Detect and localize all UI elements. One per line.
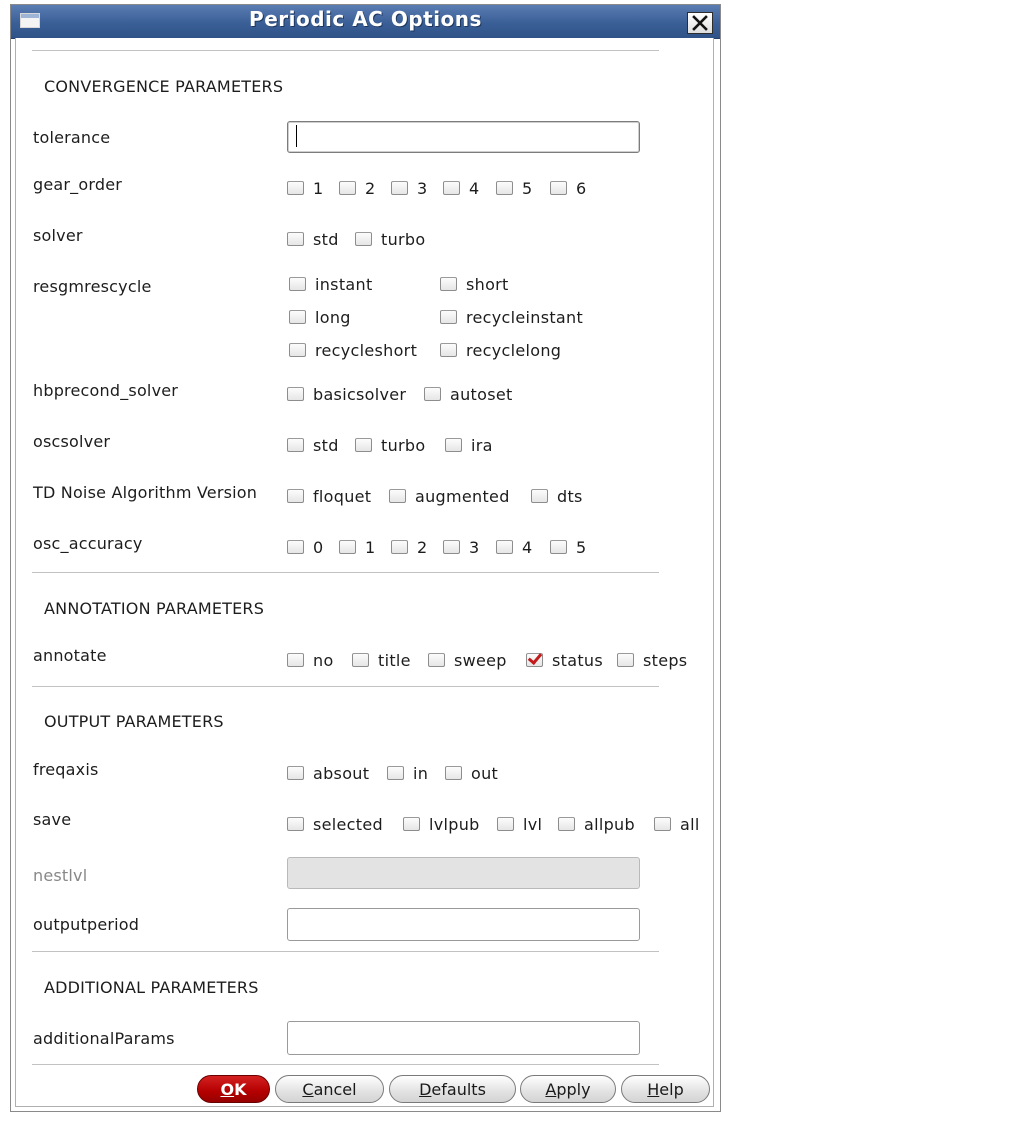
checkbox[interactable] [287,766,304,780]
save-label: save [33,810,72,829]
apply-button[interactable]: A pply [520,1075,616,1103]
checkbox[interactable] [558,817,575,831]
tolerance-label: tolerance [33,128,111,147]
checkbox[interactable] [550,181,567,195]
solver-label: solver [33,226,83,245]
checkbox-checked[interactable] [526,653,543,667]
checkbox[interactable] [289,310,306,324]
gear-order-option-1[interactable]: 1 [287,178,323,198]
osc-accuracy-label: osc_accuracy [33,534,143,553]
annotate-option-status[interactable]: status [526,650,603,670]
hbprecond-option-basicsolver[interactable]: basicsolver [287,384,406,404]
save-option-allpub[interactable]: allpub [558,814,635,834]
freqaxis-option-out[interactable]: out [445,763,498,783]
gear-order-option-6[interactable]: 6 [550,178,586,198]
checkbox[interactable] [391,540,408,554]
checkbox[interactable] [287,817,304,831]
resgmrescycle-label: resgmrescycle [33,277,152,296]
checkbox[interactable] [424,387,441,401]
gear-order-option-5[interactable]: 5 [496,178,532,198]
hbprecond-option-autoset[interactable]: autoset [424,384,513,404]
output-heading: OUTPUT PARAMETERS [44,712,224,731]
resgmrescycle-option-instant[interactable]: instant [289,274,373,294]
checkbox[interactable] [654,817,671,831]
convergence-heading: CONVERGENCE PARAMETERS [44,77,284,96]
checkbox[interactable] [445,766,462,780]
additional-heading: ADDITIONAL PARAMETERS [44,978,259,997]
checkbox[interactable] [440,343,457,357]
resgmrescycle-option-short[interactable]: short [440,274,509,294]
checkbox[interactable] [289,277,306,291]
checkbox[interactable] [428,653,445,667]
checkbox[interactable] [287,181,304,195]
gear-order-option-2[interactable]: 2 [339,178,375,198]
osc-accuracy-option-5[interactable]: 5 [550,537,586,557]
checkbox[interactable] [287,653,304,667]
freqaxis-option-in[interactable]: in [387,763,428,783]
annotate-option-title[interactable]: title [352,650,411,670]
separator [32,50,659,51]
annotate-option-sweep[interactable]: sweep [428,650,507,670]
td-noise-option-floquet[interactable]: floquet [287,486,371,506]
osc-accuracy-option-2[interactable]: 2 [391,537,427,557]
resgmrescycle-option-long[interactable]: long [289,307,351,327]
resgmrescycle-option-recycleinstant[interactable]: recycleinstant [440,307,583,327]
solver-option-turbo[interactable]: turbo [355,229,425,249]
separator [32,686,659,687]
nestlvl-input [287,857,640,889]
checkbox[interactable] [287,232,304,246]
annotate-option-steps[interactable]: steps [617,650,687,670]
checkbox[interactable] [339,540,356,554]
checkbox[interactable] [389,489,406,503]
outputperiod-input[interactable] [287,908,640,941]
checkbox[interactable] [287,387,304,401]
oscsolver-option-std[interactable]: std [287,435,339,455]
freqaxis-option-absout[interactable]: absout [287,763,369,783]
separator [32,572,659,573]
checkbox[interactable] [355,438,372,452]
separator [32,951,659,952]
osc-accuracy-option-4[interactable]: 4 [496,537,532,557]
osc-accuracy-option-1[interactable]: 1 [339,537,375,557]
osc-accuracy-option-3[interactable]: 3 [443,537,479,557]
save-option-all[interactable]: all [654,814,700,834]
close-icon [692,15,708,31]
td-noise-option-augmented[interactable]: augmented [389,486,510,506]
help-button[interactable]: H elp [621,1075,710,1103]
checkbox[interactable] [355,232,372,246]
gear-order-option-3[interactable]: 3 [391,178,427,198]
gear-order-label: gear_order [33,175,123,194]
td-noise-label: TD Noise Algorithm Version [33,483,258,502]
annotate-label: annotate [33,646,107,665]
close-button[interactable] [687,12,713,34]
checkbox[interactable] [531,489,548,503]
checkbox[interactable] [496,181,513,195]
checkbox[interactable] [287,489,304,503]
checkbox[interactable] [352,653,369,667]
title-bar[interactable] [11,5,720,39]
window-title: Periodic AC Options [249,7,482,31]
gear-order-option-4[interactable]: 4 [443,178,479,198]
ok-button[interactable]: O K [197,1075,270,1103]
tolerance-input[interactable] [287,121,640,153]
resgmrescycle-option-recyclelong[interactable]: recyclelong [440,340,561,360]
checkbox[interactable] [403,817,420,831]
checkbox[interactable] [289,343,306,357]
checkbox[interactable] [550,540,567,554]
outputperiod-label: outputperiod [33,915,140,934]
checkbox[interactable] [617,653,634,667]
oscsolver-option-turbo[interactable]: turbo [355,435,425,455]
solver-option-std[interactable]: std [287,229,339,249]
td-noise-option-dts[interactable]: dts [531,486,583,506]
separator [32,1064,659,1065]
oscsolver-label: oscsolver [33,432,111,451]
checkbox[interactable] [287,540,304,554]
checkbox[interactable] [387,766,404,780]
nestlvl-label: nestlvl [33,866,88,885]
checkbox[interactable] [391,181,408,195]
additional-params-input[interactable] [287,1021,640,1055]
checkbox[interactable] [445,438,462,452]
annotate-option-no[interactable]: no [287,650,334,670]
checkbox[interactable] [440,310,457,324]
checkbox[interactable] [287,438,304,452]
save-option-lvl[interactable]: lvl [497,814,542,834]
checkbox[interactable] [440,277,457,291]
resgmrescycle-option-recycleshort[interactable]: recycleshort [289,340,417,360]
checkbox[interactable] [497,817,514,831]
checkbox[interactable] [443,540,460,554]
checkbox[interactable] [443,181,460,195]
text-caret [296,125,297,147]
hbprecond-solver-label: hbprecond_solver [33,381,179,400]
oscsolver-option-ira[interactable]: ira [445,435,493,455]
osc-accuracy-option-0[interactable]: 0 [287,537,323,557]
save-option-lvlpub[interactable]: lvlpub [403,814,480,834]
save-option-selected[interactable]: selected [287,814,383,834]
annotation-heading: ANNOTATION PARAMETERS [44,599,265,618]
defaults-button[interactable]: D efaults [389,1075,516,1103]
freqaxis-label: freqaxis [33,760,99,779]
additional-params-label: additionalParams [33,1029,175,1048]
checkbox[interactable] [496,540,513,554]
cancel-button[interactable]: C ancel [275,1075,384,1103]
checkbox[interactable] [339,181,356,195]
